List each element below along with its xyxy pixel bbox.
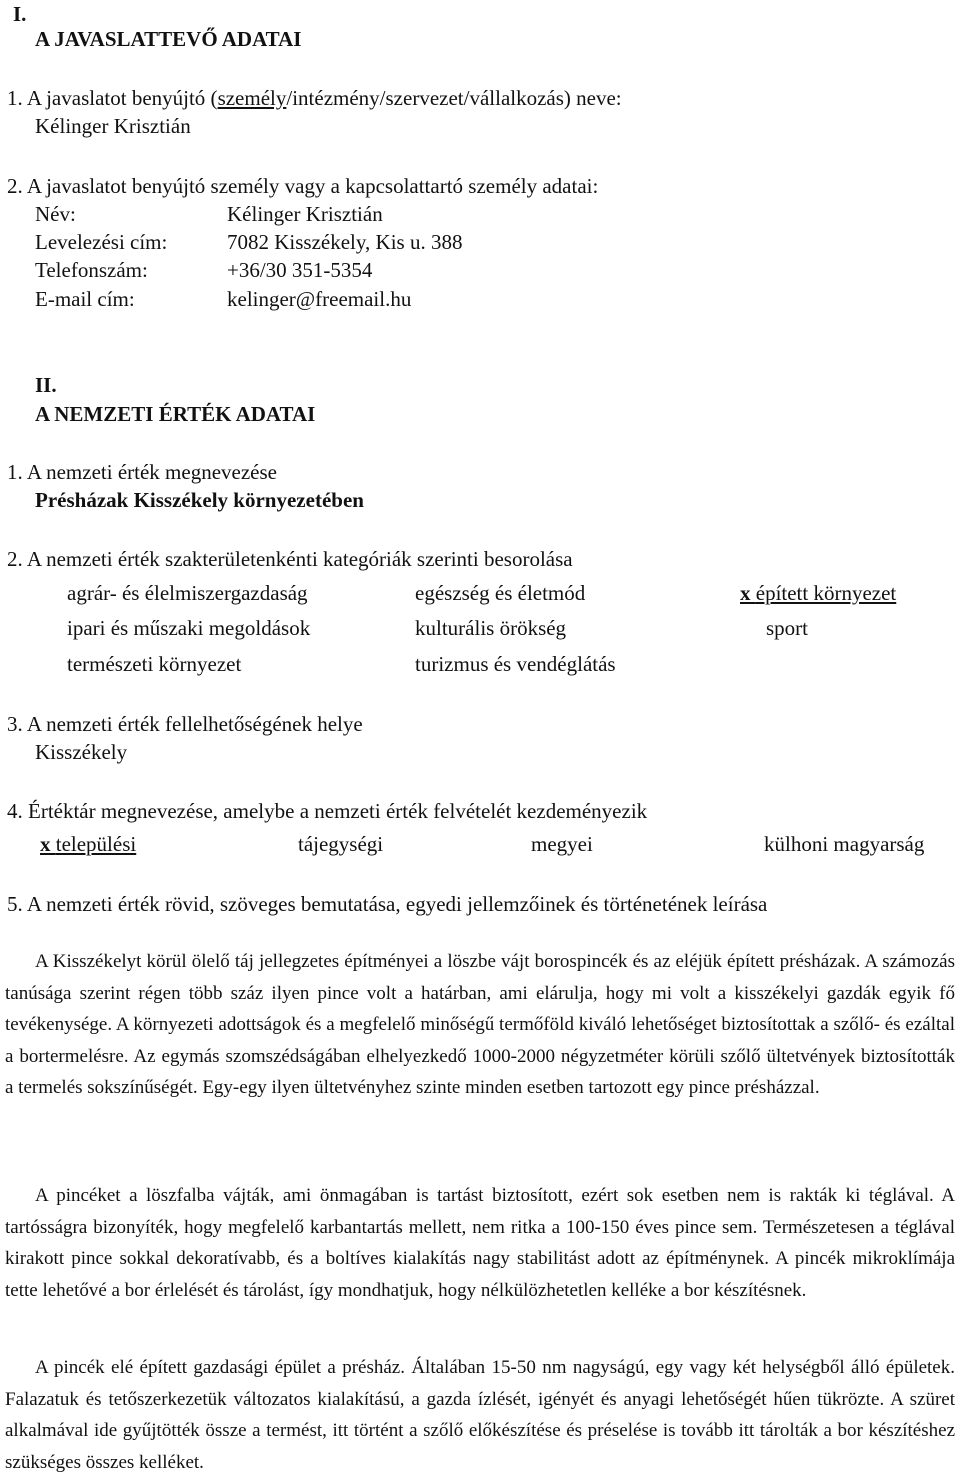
field-value: 7082 Kisszékely, Kis u. 388: [227, 230, 463, 254]
category-option-selected: [740, 581, 896, 606]
field-label: E-mail cím:: [35, 287, 135, 311]
field-value: +36/30 351-5354: [227, 258, 373, 282]
question-label: 4. Értéktár megnevezése, amelybe a nemzeti érték felvételét kezdeményezik: [7, 799, 648, 823]
question-label: 1. A nemzeti érték megnevezése: [7, 460, 277, 484]
repository-option: tájegységi: [298, 832, 384, 856]
selected-marker: x: [740, 581, 751, 605]
repository-option-selected: [40, 832, 136, 857]
section-title: A JAVASLATTEVŐ ADATAI: [35, 27, 302, 51]
category-option: sport: [766, 616, 808, 640]
description-paragraph: A pincék elé épített gazdasági épület a présház. Általában 15-50 nm nagyságú, egy vagy két helységből álló épületek. Falazatuk és tetőszerkezetük változatos kialakítású, a gazda ízlését, igényét és anyagi lehetőségét hűen tükrözte. A szüret alkalmával ide gyűjtötték össze a termést, itt történt a szőlő előkészítése és préselése is tovább itt tárolták a bor készítéshez szükséges összes kelléket.: [5, 1357, 955, 1473]
question-label: [7, 86, 622, 111]
value-name: Présházak Kisszékely környezetében: [35, 488, 364, 512]
section-numeral: II.: [35, 373, 57, 397]
category-option: kulturális örökség: [415, 616, 567, 640]
field-label: Telefonszám:: [35, 258, 148, 282]
section-title: A NEMZETI ÉRTÉK ADATAI: [35, 402, 316, 426]
description-paragraph: A pincéket a löszfalba vájták, ami önmagában is tartást biztosított, ezért sok esetben nem is rakták ki téglával. A tartósságra bizonyíték, hogy megfelelő karbantartás mellett, nem ritka a 100-150 éves pince sem. Természetesen a téglával kirakott pince sokkal dekoratívabb, és a boltíves kialakítás nagy stabilitást adott az építménynek. A pincék mikroklímája tette lehetővé a bor érlelését és tárolást, így mondhatjuk, hogy nélkülözhetetlen kelléke a bor készítésnek.: [5, 1185, 955, 1301]
question-label-underlined: személy: [217, 86, 287, 110]
category-option: turizmus és vendéglátás: [415, 652, 616, 676]
description-paragraph: A Kisszékelyt körül ölelő táj jellegzetes építményei a löszbe vájt borospincék és az eléjük épített présházak. A számozás tanúsága szerint régen több száz ilyen pince volt a határban, ami elárulja, hogy mi volt a kisszékelyi gazdák egyik fő tevékenysége. A környezeti adottságok és a megfelelő minőségű termőföld kiváló lehetőséget biztosítottak a szőlő- és ezáltal a bortermelésre. Az egymás szomszédságában elhelyezkedő 1000-2000 négyzetméter körüli szőlő ültetvények biztosították a termelés sokszínűségét. Egy-egy ilyen ültetvényhez szinte minden esetben tartozott egy pince présházzal.: [5, 951, 955, 1098]
field-value: Kélinger Krisztián: [227, 202, 383, 226]
category-option: agrár- és élelmiszergazdaság: [67, 581, 308, 605]
field-value: kelinger@freemail.hu: [227, 287, 412, 311]
section-numeral: I.: [13, 2, 27, 26]
field-label: Levelezési cím:: [35, 230, 168, 254]
repository-option: külhoni magyarság: [764, 832, 925, 856]
location-value: Kisszékely: [35, 740, 128, 764]
question-label: 2. A nemzeti érték szakterületenkénti kategóriák szerinti besorolása: [7, 547, 573, 571]
field-label: Név:: [35, 202, 76, 226]
question-label: 5. A nemzeti érték rövid, szöveges bemutatása, egyedi jellemzőinek és történetének leírása: [7, 892, 768, 916]
question-label: 3. A nemzeti érték fellelhetőségének helye: [7, 712, 363, 736]
question-label-post: /intézmény/szervezet/vállalkozás) neve:: [286, 86, 622, 110]
selected-marker: x: [40, 832, 51, 856]
question-label-pre: 1. A javaslatot benyújtó (: [7, 86, 218, 110]
category-option: ipari és műszaki megoldások: [67, 616, 311, 640]
proposer-name-value: Kélinger Krisztián: [35, 114, 191, 138]
category-option-label: épített környezet: [755, 581, 897, 605]
repository-option: megyei: [531, 832, 593, 856]
category-option: természeti környezet: [67, 652, 242, 676]
category-option: egészség és életmód: [415, 581, 586, 605]
repository-option-label: települési: [55, 832, 137, 856]
question-label: 2. A javaslatot benyújtó személy vagy a kapcsolattartó személy adatai:: [7, 174, 599, 198]
